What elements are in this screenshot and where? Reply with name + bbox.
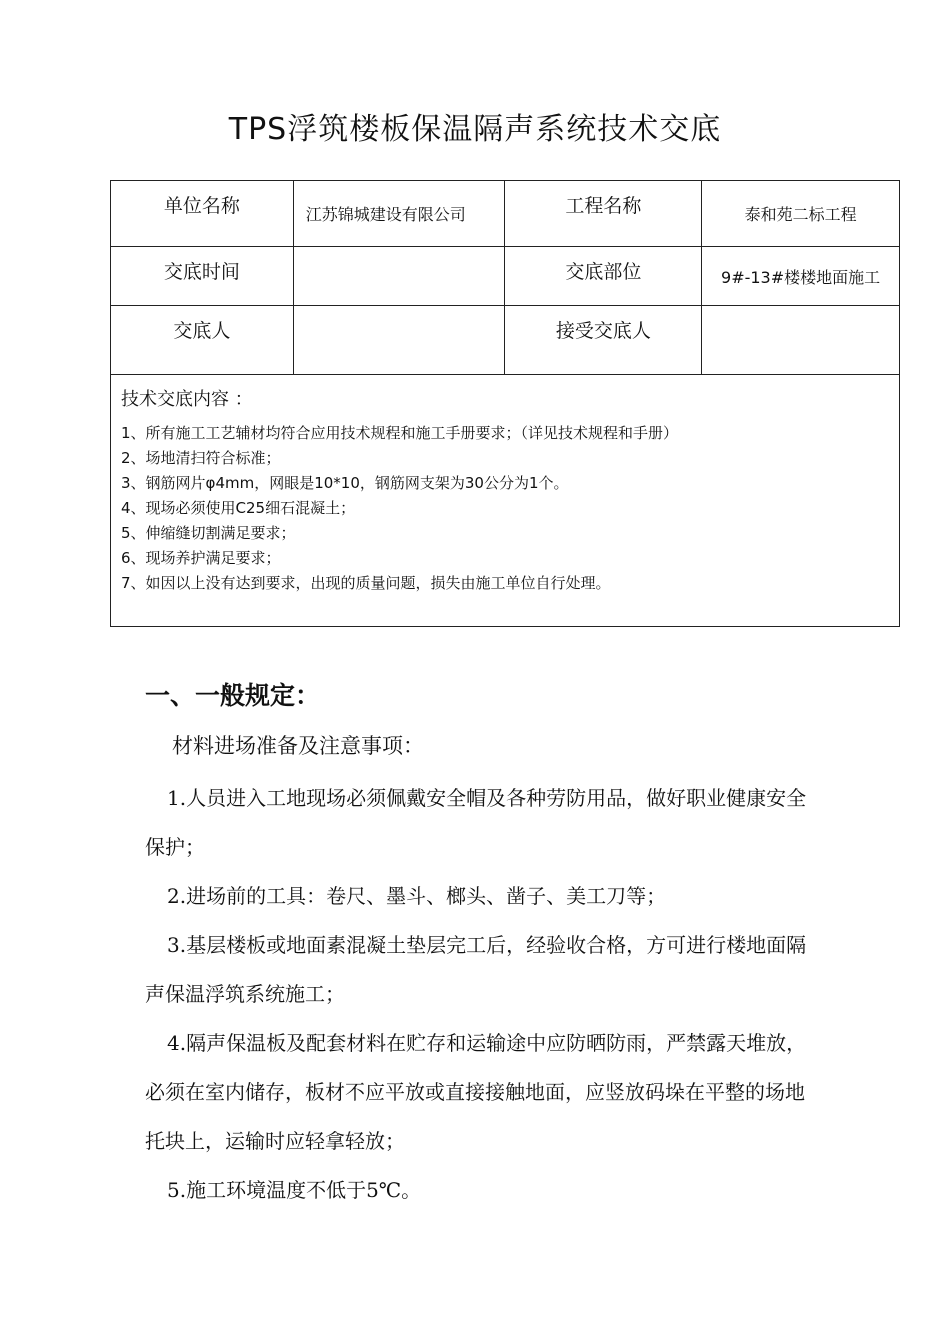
disclosure-time-label: 交底时间: [111, 247, 294, 306]
page-title: TPS浮筑楼板保温隔声系统技术交底: [228, 112, 722, 147]
table-row: [111, 306, 900, 375]
paragraph: 2.进场前的工具：卷尺、墨斗、榔头、凿子、美工刀等；: [167, 884, 667, 908]
paragraph: 4.隔声保温板及配套材料在贮存和运输途中应防晒防雨，严禁露天堆放，必须在室内储存，板材不应平放或直接接触地面，应竖放码垛在平整的场地托块上，运输时应轻拿轻放；: [145, 1031, 807, 1153]
technical-content-heading: 技术交底内容 ：: [121, 389, 253, 410]
table-row: [111, 181, 900, 247]
disclosure-part-value: 9#-13#楼楼地面施工: [702, 247, 900, 306]
project-name-label: 工程名称: [505, 181, 702, 247]
technical-content-cell: [111, 375, 900, 627]
discloser-label: 交底人: [111, 306, 294, 375]
section-body: [145, 774, 815, 1215]
content-item: 1、所有施工工艺辅材均符合应用技术规程和施工手册要求；（详见技术规程和手册）: [121, 424, 679, 442]
content-item: 7、如因以上没有达到要求，出现的质量问题，损失由施工单位自行处理。: [121, 574, 611, 592]
receiver-label: 接受交底人: [505, 306, 702, 375]
project-name-value: 泰和苑二标工程: [702, 181, 900, 247]
disclosure-info-table: [110, 180, 900, 627]
table-row: [111, 247, 900, 306]
discloser-value: [293, 306, 505, 375]
content-item: 4、现场必须使用C25细石混凝土；: [121, 499, 356, 517]
content-item: 5、伸缩缝切割满足要求；: [121, 524, 296, 542]
unit-name-value: 江苏锦城建设有限公司: [293, 181, 505, 247]
receiver-value: [702, 306, 900, 375]
paragraph: 5.施工环境温度不低于5℃。: [167, 1178, 422, 1202]
paragraph: 3.基层楼板或地面素混凝土垫层完工后，经验收合格，方可进行楼地面隔声保温浮筑系统施工；: [145, 933, 807, 1006]
content-item: 3、钢筋网片φ4mm，网眼是10*10，钢筋网支架为30公分为1个。: [121, 474, 569, 492]
disclosure-time-value: [293, 247, 505, 306]
disclosure-part-label: 交底部位: [505, 247, 702, 306]
paragraph: 1.人员进入工地现场必须佩戴安全帽及各种劳防用品，做好职业健康安全保护；: [145, 786, 807, 859]
table-row: [111, 375, 900, 627]
section-heading: 一、一般规定：: [145, 681, 321, 710]
content-item: 2、场地清扫符合标准；: [121, 449, 281, 467]
content-item: 6、现场养护满足要求；: [121, 549, 281, 567]
section-subheading: 材料进场准备及注意事项：: [172, 734, 424, 758]
unit-name-label: 单位名称: [111, 181, 294, 247]
